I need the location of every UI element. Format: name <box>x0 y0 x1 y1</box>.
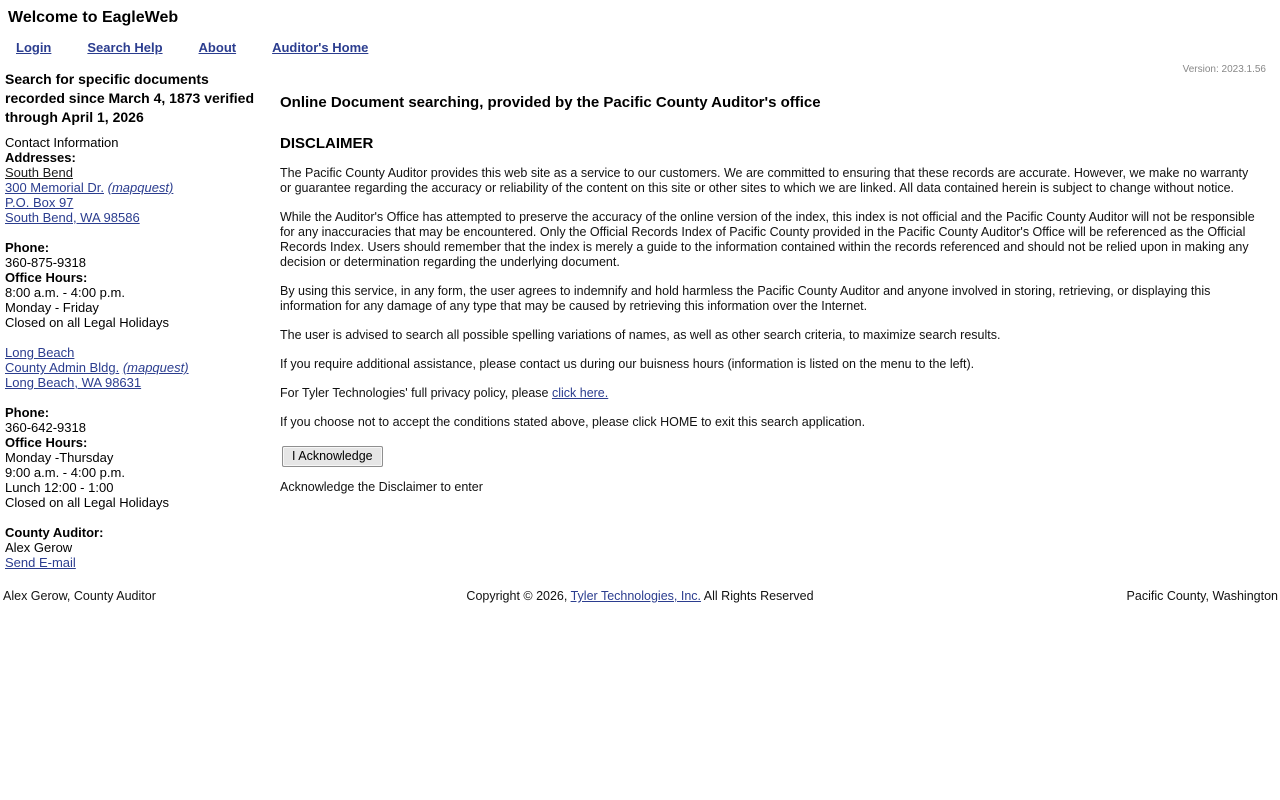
long-beach-phone-label: Phone: <box>5 405 50 420</box>
office-south-bend-citystatezip <box>5 210 268 225</box>
long-beach-hours-time: 9:00 a.m. - 4:00 p.m. <box>5 465 125 480</box>
disclaimer-paragraph-1: The Pacific County Auditor provides this web site as a service to our customers. We are committed to ensuring that these records are accurate. However, we make no warranty or guarantee regarding the accuracy or reliability of the content on this site or other sites to which we are linked. All data contained herein is subject to change without notice. <box>280 166 1249 195</box>
privacy-policy-paragraph <box>280 386 1260 401</box>
addresses-label: Addresses: <box>5 150 76 165</box>
south-bend-hours-closed: Closed on all Legal Holidays <box>5 315 170 330</box>
search-banner: Search for specific documents recorded since March 4, 1873 verified through April 1, 2026 <box>5 71 255 125</box>
footer-county-label: Pacific County, Washington <box>1126 589 1278 603</box>
footer-tyler-link[interactable]: Tyler Technologies, Inc. <box>570 589 702 603</box>
office-long-beach-name-link[interactable]: Long Beach <box>5 345 75 360</box>
send-email-line <box>5 555 268 570</box>
page-header <box>0 0 1280 56</box>
long-beach-hours-days: Monday -Thursday <box>5 450 114 465</box>
disclaimer-paragraph-4: The user is advised to search all possible spelling variations of names, as well as other search criteria, to maximize search results. <box>280 328 1001 342</box>
disclaimer-paragraph-2: While the Auditor's Office has attempted to preserve the accuracy of the online version of the index, this index is not official and the Pacific County Auditor will not be responsible for any inaccuracies that may be encountered. Only the Official Records Index of Pacific County provided in the Pacific County Auditor's Office will be referenced as the Official Records Index. Users should remember that the index is merely a guide to the information contained within the records referenced and should not be relied upon in making any decision or determination regarding the underlying document. <box>280 210 1255 269</box>
version-label: Version: 2023.1.56 <box>1182 64 1266 75</box>
county-auditor-label: County Auditor: <box>5 525 104 540</box>
page-title: Welcome to EagleWeb <box>8 9 179 26</box>
office-south-bend-street-link[interactable]: 300 Memorial Dr. <box>5 180 104 195</box>
footer-copyright-suffix: All Rights Reserved <box>701 589 814 603</box>
long-beach-hours-label: Office Hours: <box>5 435 88 450</box>
page-footer <box>0 589 1280 607</box>
office-south-bend-name <box>5 165 268 180</box>
south-bend-hours-label: Office Hours: <box>5 270 88 285</box>
spacer <box>5 390 268 405</box>
south-bend-phone-label: Phone: <box>5 240 50 255</box>
office-south-bend-name-link[interactable]: South Bend <box>5 165 73 180</box>
office-long-beach-mapquest-link[interactable]: (mapquest) <box>122 360 189 375</box>
office-long-beach-street-link[interactable]: County Admin Bldg. <box>5 360 120 375</box>
footer-copyright <box>0 589 1280 603</box>
disclaimer-paragraph-3: By using this service, in any form, the user agrees to indemnify and hold harmless the Pacific County Auditor and anyone involved in storing, retrieving, or displaying this information for any damage of any type that may be caused by retrieving this information over the Internet. <box>280 284 1211 313</box>
office-south-bend-pobox-link[interactable]: P.O. Box 97 <box>5 195 74 210</box>
office-south-bend-street <box>5 180 268 195</box>
sidebar <box>0 70 268 570</box>
spacer <box>5 225 268 240</box>
south-bend-hours-time: 8:00 a.m. - 4:00 p.m. <box>5 285 125 300</box>
acknowledge-button-row <box>280 430 1270 467</box>
main-content <box>280 64 1270 495</box>
spacer <box>5 510 268 525</box>
send-email-link[interactable]: Send E-mail <box>5 555 76 570</box>
office-long-beach-citystatezip-link[interactable]: Long Beach, WA 98631 <box>5 375 142 390</box>
footer-copyright-prefix: Copyright © 2026, <box>466 589 571 603</box>
content-title: Online Document searching, provided by the Pacific County Auditor's office <box>280 94 821 111</box>
disclaimer-paragraph-7: If you choose not to accept the conditions stated above, please click HOME to exit this search application. <box>280 415 866 429</box>
footer-auditor-name: Alex Gerow, County Auditor <box>3 589 156 603</box>
privacy-policy-text: For Tyler Technologies' full privacy policy, please <box>280 386 552 400</box>
nav-link-about[interactable]: About <box>198 40 237 55</box>
acknowledge-button[interactable]: I Acknowledge <box>282 446 383 467</box>
nav-link-login[interactable]: Login <box>16 40 52 55</box>
contact-information-heading: Contact Information <box>5 135 119 150</box>
spacer <box>5 330 268 345</box>
county-auditor-name: Alex Gerow <box>5 540 73 555</box>
nav-link-search-help[interactable]: Search Help <box>87 40 163 55</box>
acknowledge-note: Acknowledge the Disclaimer to enter <box>280 480 483 494</box>
long-beach-hours-closed: Closed on all Legal Holidays <box>5 495 170 510</box>
long-beach-hours-lunch: Lunch 12:00 - 1:00 <box>5 480 114 495</box>
office-long-beach-street <box>5 360 268 375</box>
office-south-bend-citystatezip-link[interactable]: South Bend, WA 98586 <box>5 210 140 225</box>
disclaimer-heading: DISCLAIMER <box>280 135 374 152</box>
office-south-bend-pobox <box>5 195 268 210</box>
privacy-policy-link[interactable]: click here. <box>551 386 609 400</box>
main-navigation <box>6 28 1280 56</box>
nav-link-auditors-home[interactable]: Auditor's Home <box>272 40 369 55</box>
south-bend-hours-days: Monday - Friday <box>5 300 99 315</box>
long-beach-phone-value: 360-642-9318 <box>5 420 86 435</box>
office-south-bend-mapquest-link[interactable]: (mapquest) <box>107 180 174 195</box>
office-long-beach-citystatezip <box>5 375 268 390</box>
south-bend-phone-value: 360-875-9318 <box>5 255 86 270</box>
office-long-beach-name <box>5 345 268 360</box>
disclaimer-paragraph-5: If you require additional assistance, please contact us during our buisness hours (information is listed on the menu to the left). <box>280 357 975 371</box>
